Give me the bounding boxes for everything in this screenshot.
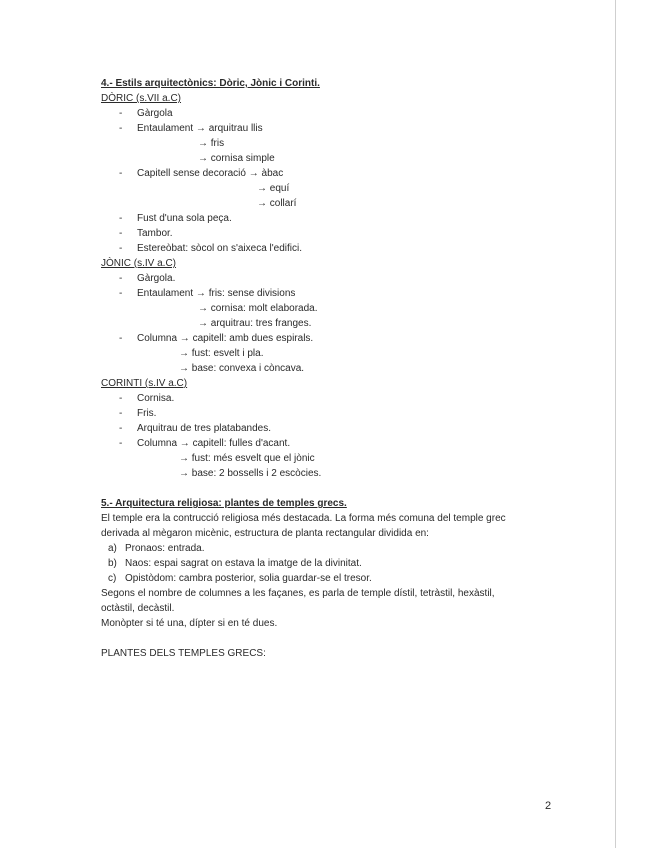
temple-part-item (101, 556, 591, 571)
dash-bullet: - (119, 423, 123, 434)
corinti-title: CORINTI (s.IV a.C) (101, 378, 188, 389)
list-line (101, 421, 591, 436)
list-line (101, 271, 591, 286)
list-text: → equí (257, 183, 290, 194)
list-line (101, 196, 591, 211)
document-body (101, 76, 591, 661)
list-marker: c) (108, 573, 117, 584)
monopter-line: Monòpter si té una, dípter si en té dues. (101, 618, 278, 629)
list-line (101, 136, 591, 151)
page-number: 2 (545, 800, 552, 812)
columns-line: octàstil, decàstil. (101, 603, 175, 614)
list-line (101, 406, 591, 421)
temple-part-item (101, 541, 591, 556)
list-text: Naos: espai sagrat on estava la imatge de la divinitat. (125, 558, 362, 569)
list-text: → fris (198, 138, 225, 149)
list-text: → base: convexa i còncava. (179, 363, 305, 374)
list-text: → fust: esvelt i pla. (179, 348, 264, 359)
plans-title: PLANTES DELS TEMPLES GRECS: (101, 648, 266, 659)
list-text: Columna → capitell: amb dues espirals. (137, 333, 314, 344)
list-text: → arquitrau: tres franges. (198, 318, 312, 329)
spacer (101, 631, 591, 646)
jonic-title: JÒNIC (s.IV a.C) (101, 258, 177, 269)
list-marker: a) (108, 543, 117, 554)
list-line (101, 466, 591, 481)
list-line (101, 151, 591, 166)
list-line (101, 451, 591, 466)
list-text: Pronaos: entrada. (125, 543, 205, 554)
section-5-heading: 5.- Arquitectura religiosa: plantes de temples grecs. (101, 498, 347, 509)
intro-line: El temple era la contrucció religiosa més destacada. La forma més comuna del temple grec (101, 513, 506, 524)
list-line (101, 391, 591, 406)
intro-line: derivada al mègaron micènic, estructura de planta rectangular dividida en: (101, 528, 429, 539)
list-line (101, 181, 591, 196)
list-line (101, 286, 591, 301)
list-text: Tambor. (137, 228, 173, 239)
corinti-list (101, 391, 591, 481)
list-line (101, 226, 591, 241)
list-line (101, 121, 591, 136)
dash-bullet: - (119, 108, 123, 119)
list-text: Cornisa. (137, 393, 175, 404)
list-line (101, 436, 591, 451)
columns-line: Segons el nombre de columnes a les façanes, es parla de temple dístil, tetràstil, hexàstil, (101, 588, 495, 599)
list-line (101, 331, 591, 346)
list-marker: b) (108, 558, 117, 569)
list-line (101, 241, 591, 256)
list-text: Gàrgola. (137, 273, 176, 284)
list-line (101, 346, 591, 361)
dash-bullet: - (119, 408, 123, 419)
dash-bullet: - (119, 288, 123, 299)
temple-part-item (101, 571, 591, 586)
list-line (101, 316, 591, 331)
jonic-list (101, 271, 591, 376)
list-line (101, 361, 591, 376)
list-text: Capitell sense decoració → àbac (137, 168, 284, 179)
dash-bullet: - (119, 213, 123, 224)
list-text: → cornisa simple (198, 153, 275, 164)
section-4-heading: 4.- Estils arquitectònics: Dòric, Jònic i Corinti. (101, 78, 320, 89)
dash-bullet: - (119, 393, 123, 404)
dash-bullet: - (119, 228, 123, 239)
list-text: Fust d'una sola peça. (137, 213, 232, 224)
list-line (101, 211, 591, 226)
dash-bullet: - (119, 243, 123, 254)
dash-bullet: - (119, 123, 123, 134)
list-line (101, 106, 591, 121)
list-text: → base: 2 bossells i 2 escòcies. (179, 468, 322, 479)
list-line (101, 301, 591, 316)
list-text: Fris. (137, 408, 157, 419)
list-text: Estereòbat: sòcol on s'aixeca l'edifici. (137, 243, 303, 254)
page-edge-line (615, 0, 616, 848)
list-text: → fust: més esvelt que el jònic (179, 453, 315, 464)
list-text: Arquitrau de tres platabandes. (137, 423, 271, 434)
list-text: Entaulament → fris: sense divisions (137, 288, 296, 299)
list-text: → collarí (257, 198, 297, 209)
dash-bullet: - (119, 168, 123, 179)
dash-bullet: - (119, 333, 123, 344)
dash-bullet: - (119, 438, 123, 449)
list-text: Columna → capitell: fulles d'acant. (137, 438, 291, 449)
doric-title: DÒRIC (s.VII a.C) (101, 93, 182, 104)
list-text: → cornisa: molt elaborada. (198, 303, 318, 314)
list-line (101, 166, 591, 181)
doric-list (101, 106, 591, 256)
dash-bullet: - (119, 273, 123, 284)
list-text: Opistòdom: cambra posterior, solia guardar-se el tresor. (125, 573, 372, 584)
list-text: Entaulament → arquitrau llis (137, 123, 263, 134)
spacer (101, 481, 591, 496)
list-text: Gàrgola (137, 108, 173, 119)
